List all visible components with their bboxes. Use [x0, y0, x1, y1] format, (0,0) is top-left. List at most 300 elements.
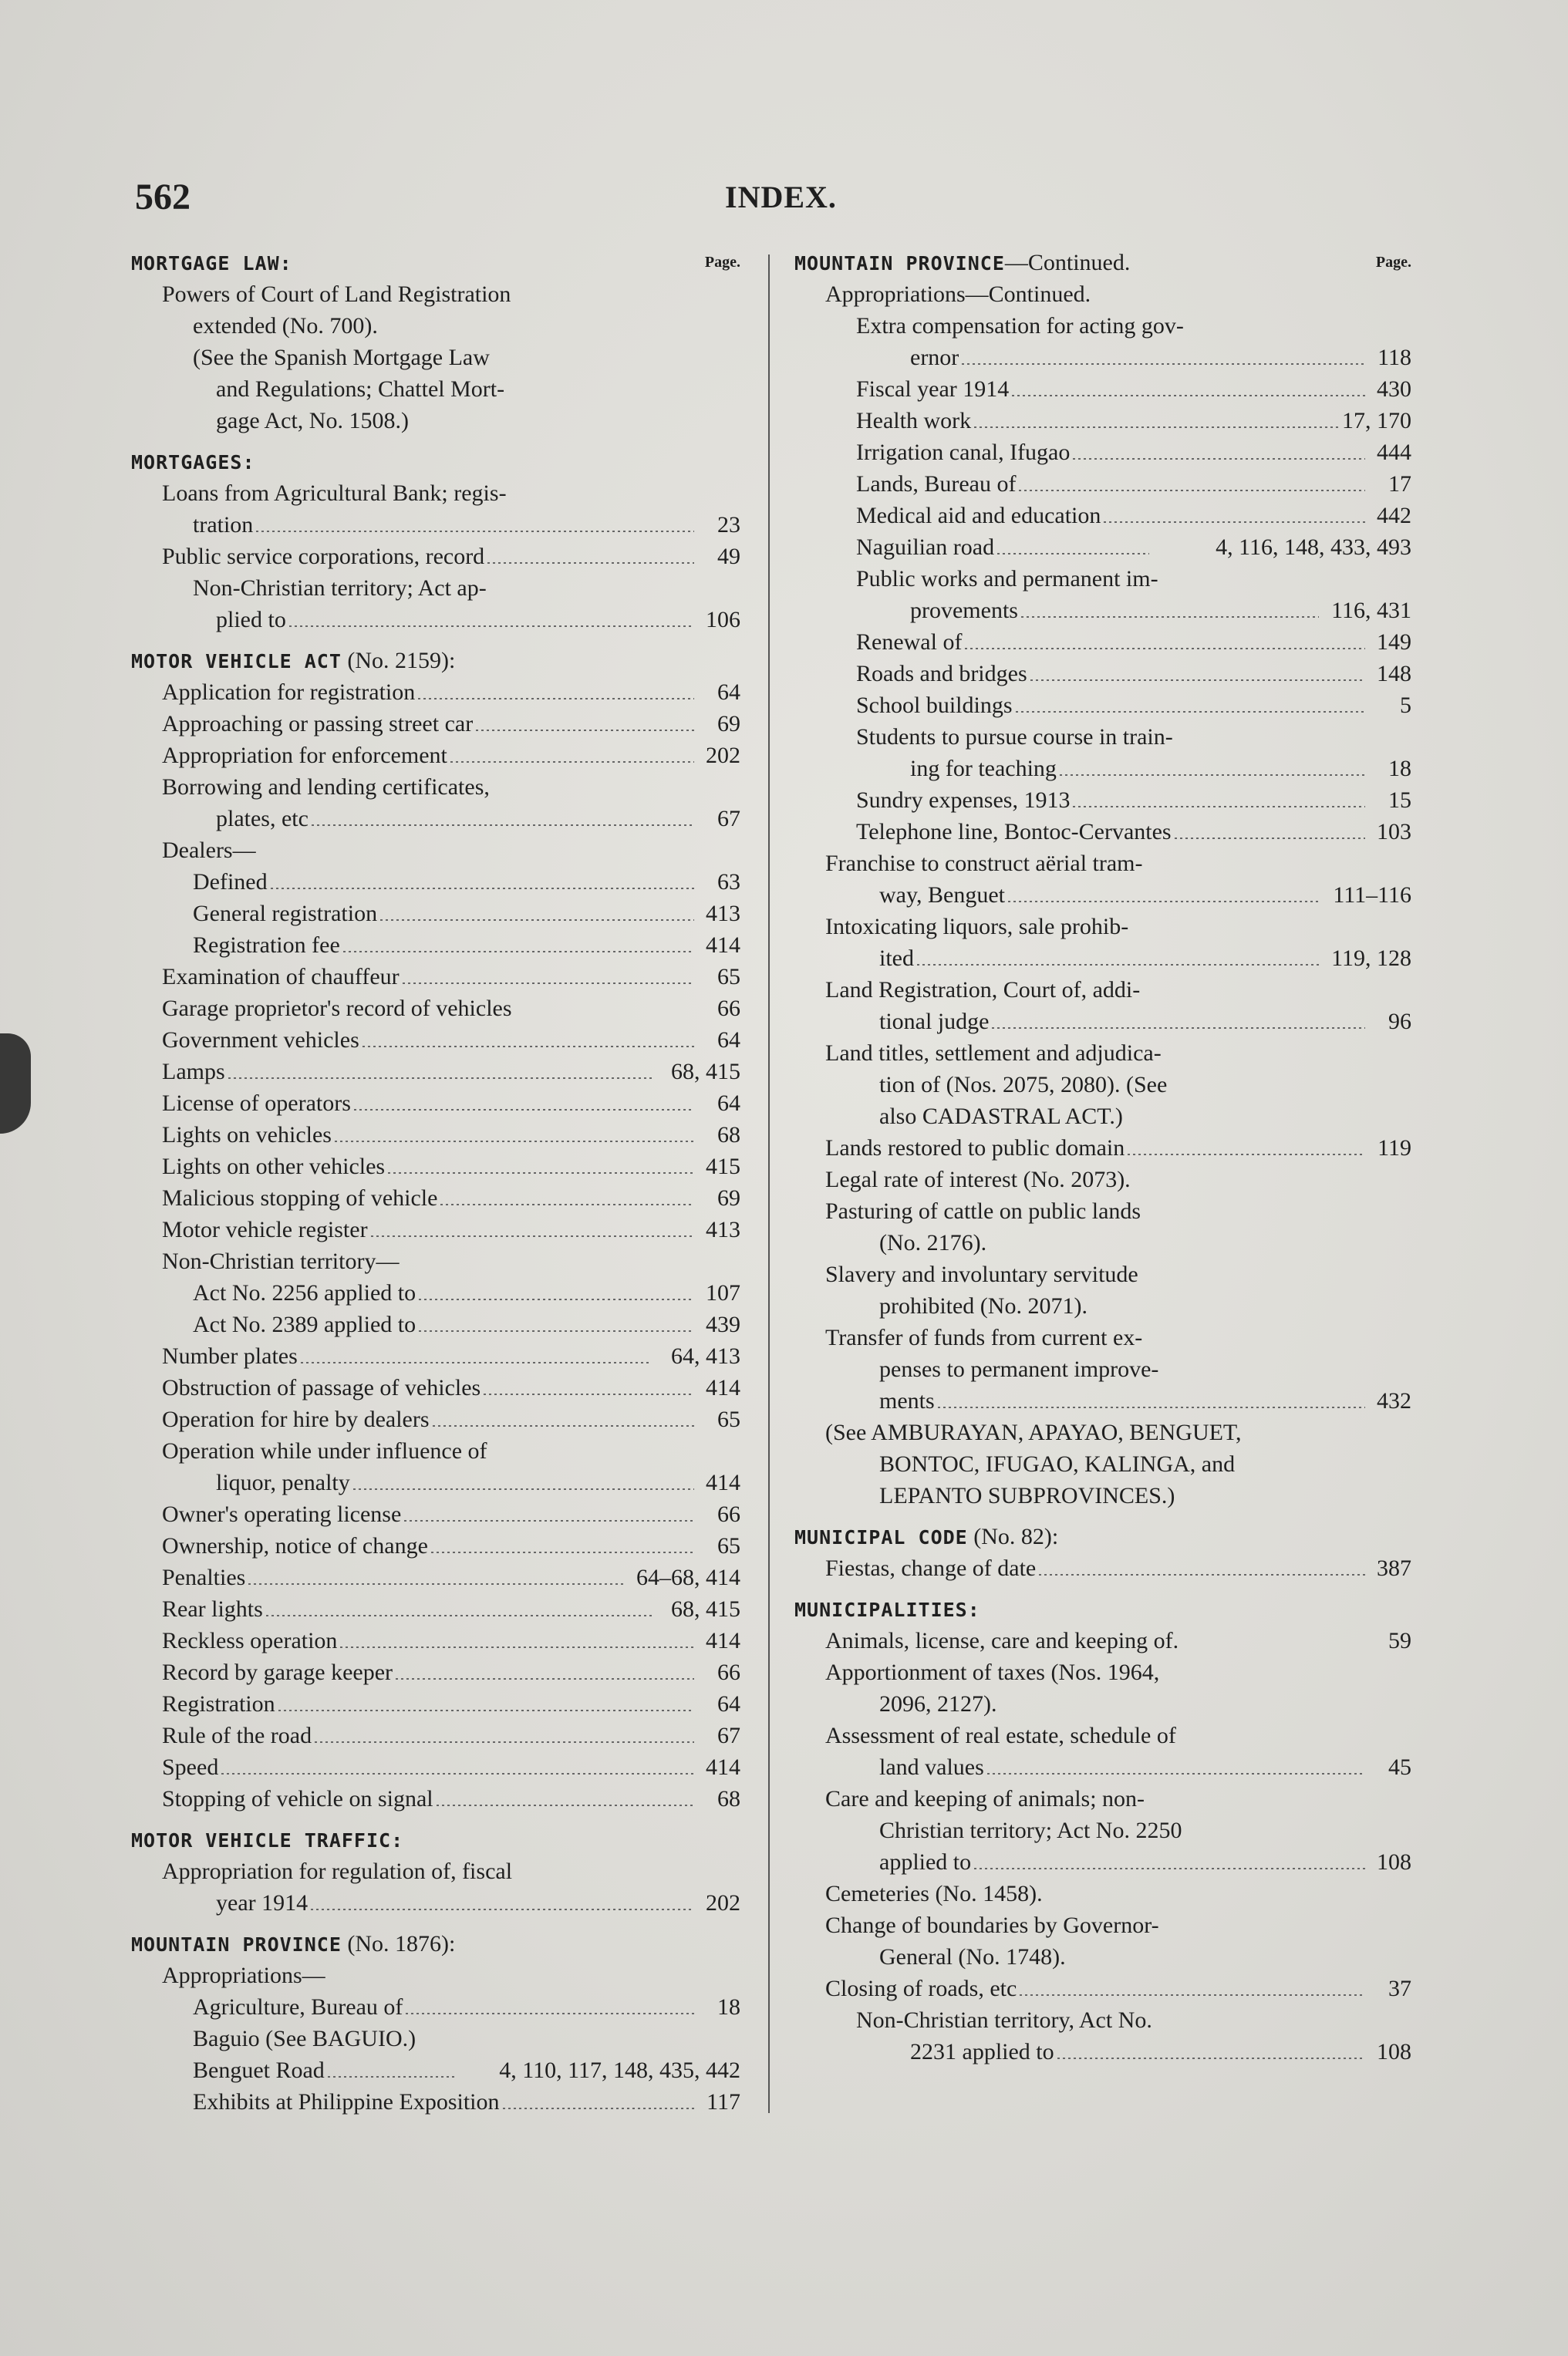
dot-leader: [1008, 901, 1319, 902]
index-entry: [131, 676, 740, 708]
dot-leader: [301, 1362, 652, 1363]
page-reference: 64: [717, 1090, 740, 1116]
entry-text: Defined: [193, 869, 268, 895]
entry-text: Land titles, settlement and adjudica-: [825, 1040, 1162, 1066]
page-reference: 4, 116, 148, 433, 493: [1216, 534, 1411, 560]
entry-text: (See AMBURAYAN, APAYAO, BENGUET,: [825, 1420, 1242, 1445]
index-entry: [131, 929, 740, 961]
entry-text: also CADASTRAL ACT.): [879, 1104, 1123, 1129]
entry-text: Pasturing of cattle on public lands: [825, 1198, 1141, 1224]
index-entry: [794, 1783, 1411, 1815]
index-entry: [794, 310, 1411, 342]
running-head: INDEX.: [725, 180, 837, 214]
page-reference: 117: [706, 2089, 740, 2115]
page-reference: 387: [1377, 1555, 1411, 1581]
entry-text: Renewal of: [856, 629, 963, 655]
index-entry: [794, 1815, 1411, 1846]
page-reference: 45: [1388, 1754, 1411, 1780]
entry-text: Appropriations—Continued.: [825, 281, 1091, 307]
page-reference: 413: [706, 1217, 740, 1242]
entry-text: Public works and permanent im-: [856, 566, 1158, 592]
entry-text: land values: [879, 1754, 984, 1780]
dot-leader: [340, 1647, 694, 1648]
index-entry: [794, 1417, 1411, 1448]
page-reference: 5: [1400, 693, 1411, 718]
entry-text: Assessment of real estate, schedule of: [825, 1723, 1176, 1748]
entry-text: License of operators: [162, 1090, 351, 1116]
entry-text: Transfer of funds from current ex-: [825, 1325, 1143, 1350]
heading-qualifier: —Continued.: [1004, 250, 1131, 275]
entry-text: Roads and bridges: [856, 661, 1027, 686]
entry-text: Penalties: [162, 1565, 246, 1590]
entry-text: (See the Spanish Mortgage Law: [193, 345, 490, 370]
index-entry: [131, 2086, 740, 2118]
dot-leader: [1039, 1574, 1365, 1576]
page-reference: 23: [717, 512, 740, 538]
entry-text: Act No. 2256 applied to: [193, 1280, 416, 1306]
entry-text: tional judge: [879, 1009, 990, 1034]
entry-text: Extra compensation for acting gov-: [856, 313, 1184, 339]
index-entry: [131, 1657, 740, 1688]
page-reference: 69: [717, 1185, 740, 1211]
index-heading: [131, 1824, 740, 1855]
page-reference: 59: [1388, 1628, 1411, 1653]
heading-term: MOTOR VEHICLE ACT: [131, 650, 342, 672]
index-entry: [131, 740, 740, 771]
entry-text: Change of boundaries by Governor-: [825, 1913, 1159, 1938]
dot-leader: [487, 562, 694, 564]
entry-text: Number plates: [162, 1343, 298, 1369]
index-entry: [131, 1467, 740, 1498]
page-reference: 64: [717, 1691, 740, 1717]
index-entry: [794, 1385, 1411, 1417]
dot-leader: [1128, 1154, 1365, 1155]
dot-leader: [974, 1868, 1365, 1869]
index-entry: [794, 1037, 1411, 1069]
entry-text: 2096, 2127).: [879, 1691, 997, 1717]
index-entry: [131, 803, 740, 834]
heading-term: MORTGAGE LAW:: [131, 252, 292, 275]
entry-text: Loans from Agricultural Bank; regis-: [162, 480, 507, 506]
dot-leader: [1016, 711, 1365, 713]
index-entry: [131, 278, 740, 310]
entry-text: Appropriation for enforcement: [162, 743, 447, 768]
page-reference: 64: [717, 679, 740, 705]
dot-leader: [228, 1077, 652, 1079]
page-reference: 96: [1388, 1009, 1411, 1034]
index-entry: [131, 1087, 740, 1119]
heading-qualifier: (No. 82):: [967, 1524, 1059, 1549]
page-reference: 430: [1377, 376, 1411, 402]
entry-text: tion of (Nos. 2075, 2080). (See: [879, 1072, 1168, 1097]
entry-text: ing for teaching: [910, 756, 1057, 781]
index-entry: [794, 1164, 1411, 1195]
entry-text: Franchise to construct aërial tram-: [825, 851, 1143, 876]
index-entry: [131, 572, 740, 604]
dot-leader: [362, 1046, 694, 1047]
dot-leader: [289, 625, 694, 627]
page-reference: 108: [1377, 1849, 1411, 1875]
index-entry: [794, 848, 1411, 879]
dot-leader: [1012, 395, 1365, 396]
entry-text: Baguio (See BAGUIO.): [193, 2026, 416, 2051]
dot-leader: [1020, 1994, 1365, 1996]
page-reference: 65: [717, 964, 740, 989]
page-reference: 65: [717, 1533, 740, 1559]
page-reference: 17, 170: [1342, 408, 1411, 433]
dot-leader: [1019, 490, 1365, 491]
index-entry: [794, 816, 1411, 848]
entry-text: Application for registration: [162, 679, 416, 705]
page-reference: 439: [706, 1312, 740, 1337]
index-entry: [131, 310, 740, 342]
entry-text: Apportionment of taxes (Nos. 1964,: [825, 1660, 1160, 1685]
entry-text: way, Benguet: [879, 882, 1006, 908]
page-reference: 119, 128: [1331, 945, 1411, 971]
index-entry: [794, 436, 1411, 468]
page-reference: 66: [717, 996, 740, 1021]
index-entry: [131, 898, 740, 929]
entry-text: Exhibits at Philippine Exposition: [193, 2089, 500, 2115]
page-reference: 66: [717, 1502, 740, 1527]
page-reference: 4, 110, 117, 148, 435, 442: [499, 2058, 740, 2083]
index-entry: [131, 1562, 740, 1593]
entry-text: Slavery and involuntary servitude: [825, 1262, 1138, 1287]
entry-text: Malicious stopping of vehicle: [162, 1185, 438, 1211]
entry-text: Stopping of vehicle on signal: [162, 1786, 433, 1812]
index-entry: [131, 2054, 740, 2086]
page-reference: 49: [717, 544, 740, 569]
page-number: 562: [135, 177, 191, 217]
index-entry: [794, 1132, 1411, 1164]
index-entry: [794, 563, 1411, 595]
dot-leader: [1060, 774, 1365, 776]
dot-leader: [311, 1909, 694, 1910]
entry-text: Medical aid and education: [856, 503, 1101, 528]
dot-leader: [266, 1615, 652, 1616]
dot-leader: [419, 1299, 694, 1300]
page-reference: 414: [706, 1375, 740, 1400]
index-entry: [131, 1498, 740, 1530]
dot-leader: [256, 531, 694, 532]
entry-text: Lands, Bureau of: [856, 471, 1017, 497]
page-reference: 414: [706, 1628, 740, 1653]
entry-text: prohibited (No. 2071).: [879, 1293, 1087, 1319]
index-entry: [794, 1322, 1411, 1353]
page-reference: 18: [717, 1994, 740, 2020]
entry-text: General (No. 1748).: [879, 1944, 1066, 1970]
index-entry: [794, 1657, 1411, 1688]
entry-text: Owner's operating license: [162, 1502, 402, 1527]
index-heading: [794, 1593, 1411, 1625]
entry-text: Registration: [162, 1691, 275, 1717]
entry-text: extended (No. 700).: [193, 313, 378, 339]
page-reference: 107: [706, 1280, 740, 1306]
entry-text: provements: [910, 598, 1018, 623]
entry-text: Cemeteries (No. 1458).: [825, 1881, 1043, 1906]
index-entry: [794, 1100, 1411, 1132]
index-entry: [794, 1909, 1411, 1941]
index-heading: [131, 1928, 740, 1960]
heading-term: MUNICIPALITIES:: [794, 1599, 980, 1621]
entry-text: Non-Christian territory, Act No.: [856, 2007, 1152, 2033]
index-heading: [131, 446, 740, 477]
index-entry: [794, 405, 1411, 436]
dot-leader: [476, 730, 694, 731]
dot-leader: [353, 1488, 694, 1490]
index-entry: [131, 708, 740, 740]
entry-text: Telephone line, Bontoc-Cervantes: [856, 819, 1172, 844]
entry-text: School buildings: [856, 693, 1013, 718]
page-column-label: Page.: [1375, 254, 1411, 271]
entry-text: Fiscal year 1914: [856, 376, 1010, 402]
entry-text: Irrigation canal, Ifugao: [856, 440, 1071, 465]
page-reference: 69: [717, 711, 740, 736]
index-entry: [131, 961, 740, 993]
entry-text: Borrowing and lending certificates,: [162, 774, 490, 800]
heading-term: MUNICIPAL CODE: [794, 1526, 968, 1549]
index-entry: [794, 1353, 1411, 1385]
page-reference: 415: [706, 1154, 740, 1179]
index-heading: [131, 247, 740, 278]
index-entry: [131, 1404, 740, 1435]
dot-leader: [371, 1235, 694, 1237]
page-reference: 68: [717, 1786, 740, 1812]
page-reference: 65: [717, 1407, 740, 1432]
entry-text: Approaching or passing street car: [162, 711, 474, 736]
dot-leader: [328, 2076, 455, 2078]
index-entry: [131, 1056, 740, 1087]
entry-text: Care and keeping of animals; non-: [825, 1786, 1145, 1812]
entry-text: Appropriation for regulation of, fiscal: [162, 1859, 513, 1884]
heading-term: MORTGAGES:: [131, 451, 255, 474]
entry-text: Reckless operation: [162, 1628, 338, 1653]
page-reference: 15: [1388, 787, 1411, 813]
index-entry: [131, 1309, 740, 1340]
entry-text: Operation while under influence of: [162, 1438, 487, 1464]
entry-text: (No. 2176).: [879, 1230, 987, 1256]
index-entry: [794, 468, 1411, 500]
index-entry: [794, 1448, 1411, 1480]
index-heading: [794, 1521, 1411, 1552]
entry-text: Ownership, notice of change: [162, 1533, 428, 1559]
dot-leader: [437, 1805, 694, 1806]
page-reference: 17: [1388, 471, 1411, 497]
entry-text: Health work: [856, 408, 972, 433]
page-reference: 202: [706, 1890, 740, 1916]
dot-leader: [484, 1394, 694, 1395]
page-reference: 432: [1377, 1388, 1411, 1414]
index-entry: [131, 1625, 740, 1657]
page-reference: 37: [1388, 1976, 1411, 2001]
index-entry: [131, 1277, 740, 1309]
index-entry: [794, 1846, 1411, 1878]
dot-leader: [1057, 2058, 1365, 2059]
dot-leader: [987, 1773, 1365, 1775]
entry-text: ments: [879, 1388, 935, 1414]
page-reference: 414: [706, 1470, 740, 1495]
index-entry: [794, 531, 1411, 563]
index-entry: [794, 1688, 1411, 1720]
entry-text: Lights on vehicles: [162, 1122, 332, 1148]
heading-term: MOUNTAIN PROVINCE: [131, 1933, 342, 1956]
dot-leader: [1021, 616, 1319, 618]
index-entry: [794, 500, 1411, 531]
entry-text: tration: [193, 512, 254, 538]
index-entry: [131, 771, 740, 803]
index-entry: [794, 1751, 1411, 1783]
dot-leader: [388, 1172, 694, 1174]
index-entry: [131, 993, 740, 1024]
entry-text: Lamps: [162, 1059, 225, 1084]
index-entry: [794, 658, 1411, 689]
page-reference: 66: [717, 1660, 740, 1685]
index-entry: [794, 1290, 1411, 1322]
dot-leader: [343, 951, 694, 952]
page-reference: 444: [1377, 440, 1411, 465]
index-entry: [131, 1245, 740, 1277]
page-reference: 68: [717, 1122, 740, 1148]
entry-text: applied to: [879, 1849, 972, 1875]
entry-text: Rule of the road: [162, 1723, 312, 1748]
index-entry: [794, 1227, 1411, 1259]
dot-leader: [221, 1773, 694, 1775]
index-entry: [131, 2023, 740, 2054]
index-entry: [794, 373, 1411, 405]
index-entry: [794, 942, 1411, 974]
index-entry: [131, 1530, 740, 1562]
entry-text: Motor vehicle register: [162, 1217, 368, 1242]
entry-text: Christian territory; Act No. 2250: [879, 1818, 1182, 1843]
dot-leader: [396, 1678, 694, 1680]
index-entry: [794, 1195, 1411, 1227]
index-entry: [131, 1720, 740, 1751]
index-entry: [131, 1214, 740, 1245]
heading-term: MOTOR VEHICLE TRAFFIC:: [131, 1829, 404, 1852]
entry-text: ited: [879, 945, 914, 971]
dot-leader: [1104, 521, 1365, 523]
page-reference: 116, 431: [1331, 598, 1411, 623]
index-entry: [131, 1435, 740, 1467]
dot-leader: [503, 2108, 694, 2109]
page-reference: 67: [717, 806, 740, 831]
index-entry: [131, 509, 740, 541]
dot-leader: [997, 553, 1149, 554]
entry-text: gage Act, No. 1508.): [216, 408, 409, 433]
index-entry: [131, 1151, 740, 1182]
entry-text: Land Registration, Court of, addi-: [825, 977, 1141, 1003]
index-entry: [794, 1878, 1411, 1909]
entry-text: plates, etc: [216, 806, 309, 831]
index-entry: [131, 604, 740, 635]
entry-text: Appropriations—: [162, 1963, 325, 1988]
dot-leader: [406, 2013, 694, 2014]
index-entry: [794, 342, 1411, 373]
entry-text: Obstruction of passage of vehicles: [162, 1375, 481, 1400]
entry-text: plied to: [216, 607, 286, 632]
entry-text: Act No. 2389 applied to: [193, 1312, 416, 1337]
dot-leader: [431, 1552, 694, 1553]
entry-text: Agriculture, Bureau of: [193, 1994, 403, 2020]
entry-text: Rear lights: [162, 1596, 263, 1622]
entry-text: Benguet Road: [193, 2058, 325, 2083]
page-reference: 64: [717, 1027, 740, 1053]
entry-text: Non-Christian territory—: [162, 1249, 400, 1274]
entry-text: BONTOC, IFUGAO, KALINGA, and: [879, 1451, 1236, 1477]
dot-leader: [354, 1109, 694, 1111]
page-reference: 119: [1377, 1135, 1411, 1161]
entry-text: Fiestas, change of date: [825, 1555, 1037, 1581]
entry-text: year 1914: [216, 1890, 309, 1916]
entry-text: Garage proprietor's record of vehicles: [162, 996, 512, 1021]
index-entry: [131, 541, 740, 572]
index-entry: [794, 911, 1411, 942]
heading-term: MOUNTAIN PROVINCE: [794, 252, 1005, 275]
page-reference: 149: [1377, 629, 1411, 655]
entry-text: Naguilian road: [856, 534, 995, 560]
page-reference: 108: [1377, 2039, 1411, 2064]
index-entry: [794, 1941, 1411, 1973]
index-entry: [131, 834, 740, 866]
dot-leader: [433, 1425, 694, 1427]
page-reference: 111–116: [1333, 882, 1411, 908]
entry-text: Sundry expenses, 1913: [856, 787, 1071, 813]
entry-text: Government vehicles: [162, 1027, 359, 1053]
dot-leader: [1073, 806, 1365, 807]
entry-text: Animals, license, care and keeping of.: [825, 1628, 1179, 1653]
index-entry: [131, 1119, 740, 1151]
entry-text: LEPANTO SUBPROVINCES.): [879, 1483, 1175, 1508]
dot-leader: [1175, 838, 1365, 839]
page-reference: 413: [706, 901, 740, 926]
page-reference: 103: [1377, 819, 1411, 844]
page-reference: 63: [717, 869, 740, 895]
page-reference: 64–68, 414: [636, 1565, 740, 1590]
dot-leader: [380, 919, 694, 921]
dot-leader: [440, 1204, 694, 1205]
dot-leader: [938, 1407, 1365, 1408]
index-entry: [794, 879, 1411, 911]
index-entry: [794, 689, 1411, 721]
index-entry: [131, 1340, 740, 1372]
entry-text: Lights on other vehicles: [162, 1154, 386, 1179]
page-reference: 118: [1377, 345, 1411, 370]
index-entry: [794, 1069, 1411, 1100]
entry-text: Non-Christian territory; Act ap-: [193, 575, 487, 601]
entry-text: Dealers—: [162, 838, 256, 863]
index-entry: [131, 373, 740, 405]
entry-text: Speed: [162, 1754, 219, 1780]
index-entry: [794, 753, 1411, 784]
index-entry: [794, 974, 1411, 1006]
entry-text: Record by garage keeper: [162, 1660, 393, 1685]
index-heading: [794, 247, 1411, 278]
dot-leader: [404, 1520, 694, 1522]
index-entry: [794, 1259, 1411, 1290]
index-entry: [131, 866, 740, 898]
entry-text: 2231 applied to: [910, 2039, 1054, 2064]
index-entry: [131, 1855, 740, 1887]
left-column: [131, 247, 740, 2118]
page-reference: 414: [706, 1754, 740, 1780]
index-entry: [794, 1973, 1411, 2004]
entry-text: penses to permanent improve-: [879, 1357, 1159, 1382]
dot-leader: [917, 964, 1319, 966]
dot-leader: [315, 1741, 694, 1743]
column-divider: [768, 254, 770, 2113]
index-entry: [131, 1688, 740, 1720]
index-entry: [131, 405, 740, 436]
